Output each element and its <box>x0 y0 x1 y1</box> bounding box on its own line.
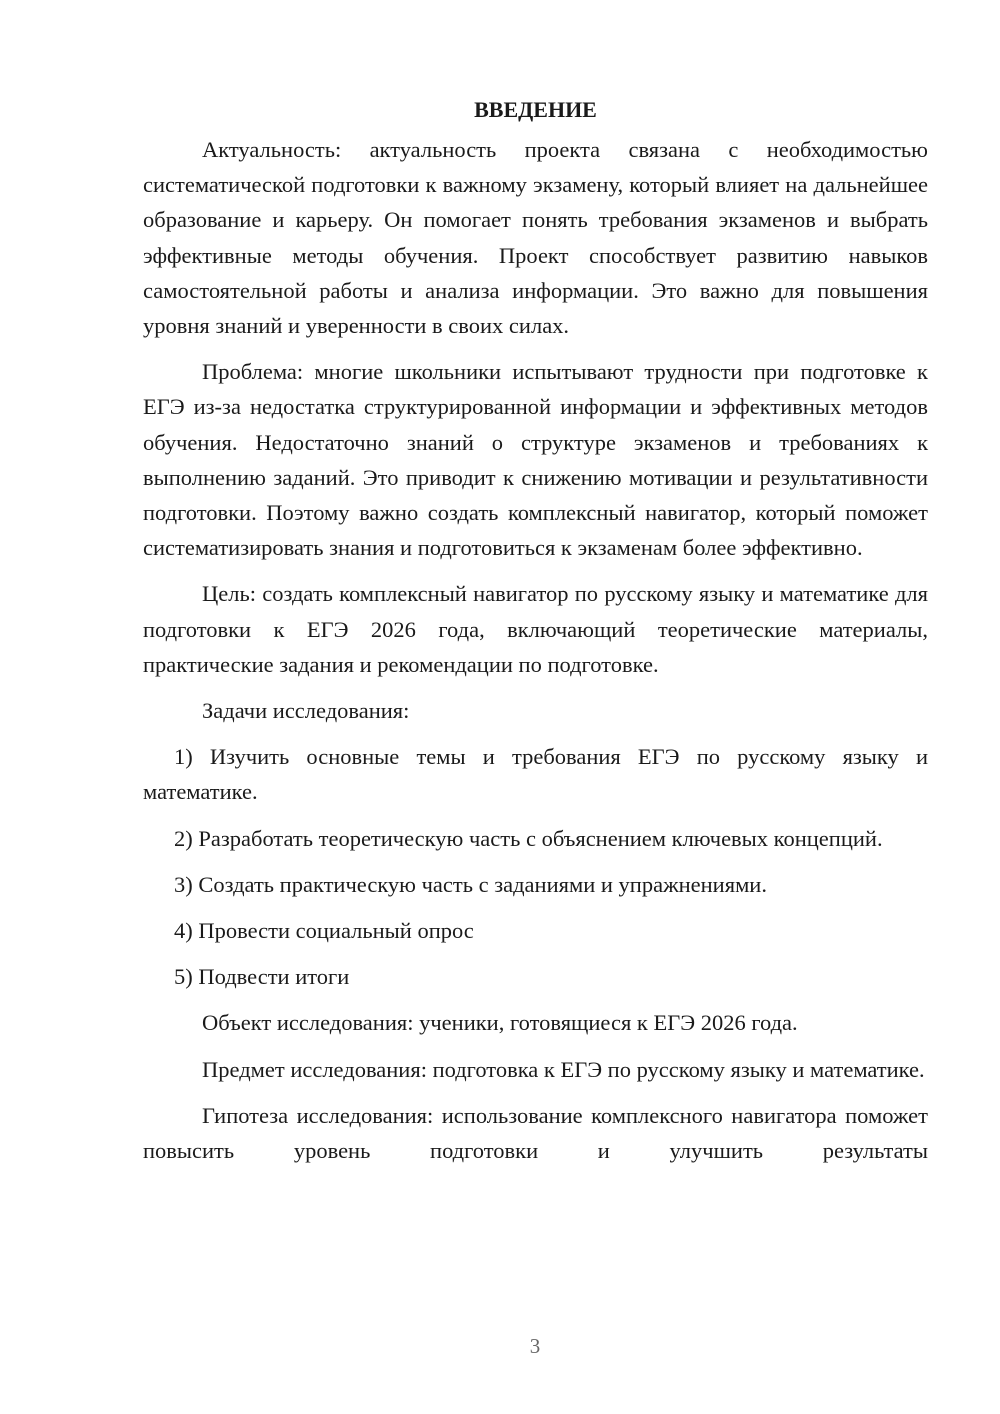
page-number: 3 <box>529 1334 541 1358</box>
task-item-3: 3) Создать практическую часть с заданиями и упражнениями. <box>174 871 767 897</box>
object-paragraph: Объект исследования: ученики, готовящиеся к ЕГЭ 2026 года. <box>202 1010 798 1036</box>
problem-paragraph: Проблема: многие школьники испытывают трудности при подготовке к ЕГЭ из-за недостатка структурированной информации и эффективных методов обучения. Недостаточно знаний о структуре экзаменов и требованиях к выполнению заданий. Это приводит к снижению мотивации и результативности подготовки. Поэтому важно создать комплексный навигатор, который поможет систематизировать знания и подготовиться к экзаменам более эффективно. <box>143 359 928 561</box>
task-item-5: 5) Подвести итоги <box>174 964 350 990</box>
subject-paragraph: Предмет исследования: подготовка к ЕГЭ по русскому языку и математике. <box>202 1056 925 1082</box>
task-item-1: 1) Изучить основные темы и требования ЕГЭ по русскому языку и математике. <box>143 744 928 805</box>
document-page <box>143 96 928 1179</box>
goal-paragraph: Цель: создать комплексный навигатор по русскому языку и математике для подготовки к ЕГЭ 2026 года, включающий теоретические материалы, практические задания и рекомендации по подготовке. <box>143 581 928 677</box>
relevance-paragraph: Актуальность: актуальность проекта связана с необходимостью систематической подготовки к важному экзамену, который влияет на дальнейшее образование и карьеру. Он помогает понять требования экзаменов и выбрать эффективные методы обучения. Проект способствует развитию навыков самостоятельной работы и анализа информации. Это важно для повышения уровня знаний и уверенности в своих силах. <box>143 137 928 339</box>
hypothesis-paragraph: Гипотеза исследования: использование комплексного навигатора поможет повысить уровень подготовки и улучшить результаты <box>143 1102 928 1164</box>
task-item-2: 2) Разработать теоретическую часть с объяснением ключевых концепций. <box>174 825 883 851</box>
section-heading: ВВЕДЕНИЕ <box>474 97 597 122</box>
task-item-4: 4) Провести социальный опрос <box>174 918 474 944</box>
tasks-heading: Задачи исследования: <box>202 698 410 724</box>
